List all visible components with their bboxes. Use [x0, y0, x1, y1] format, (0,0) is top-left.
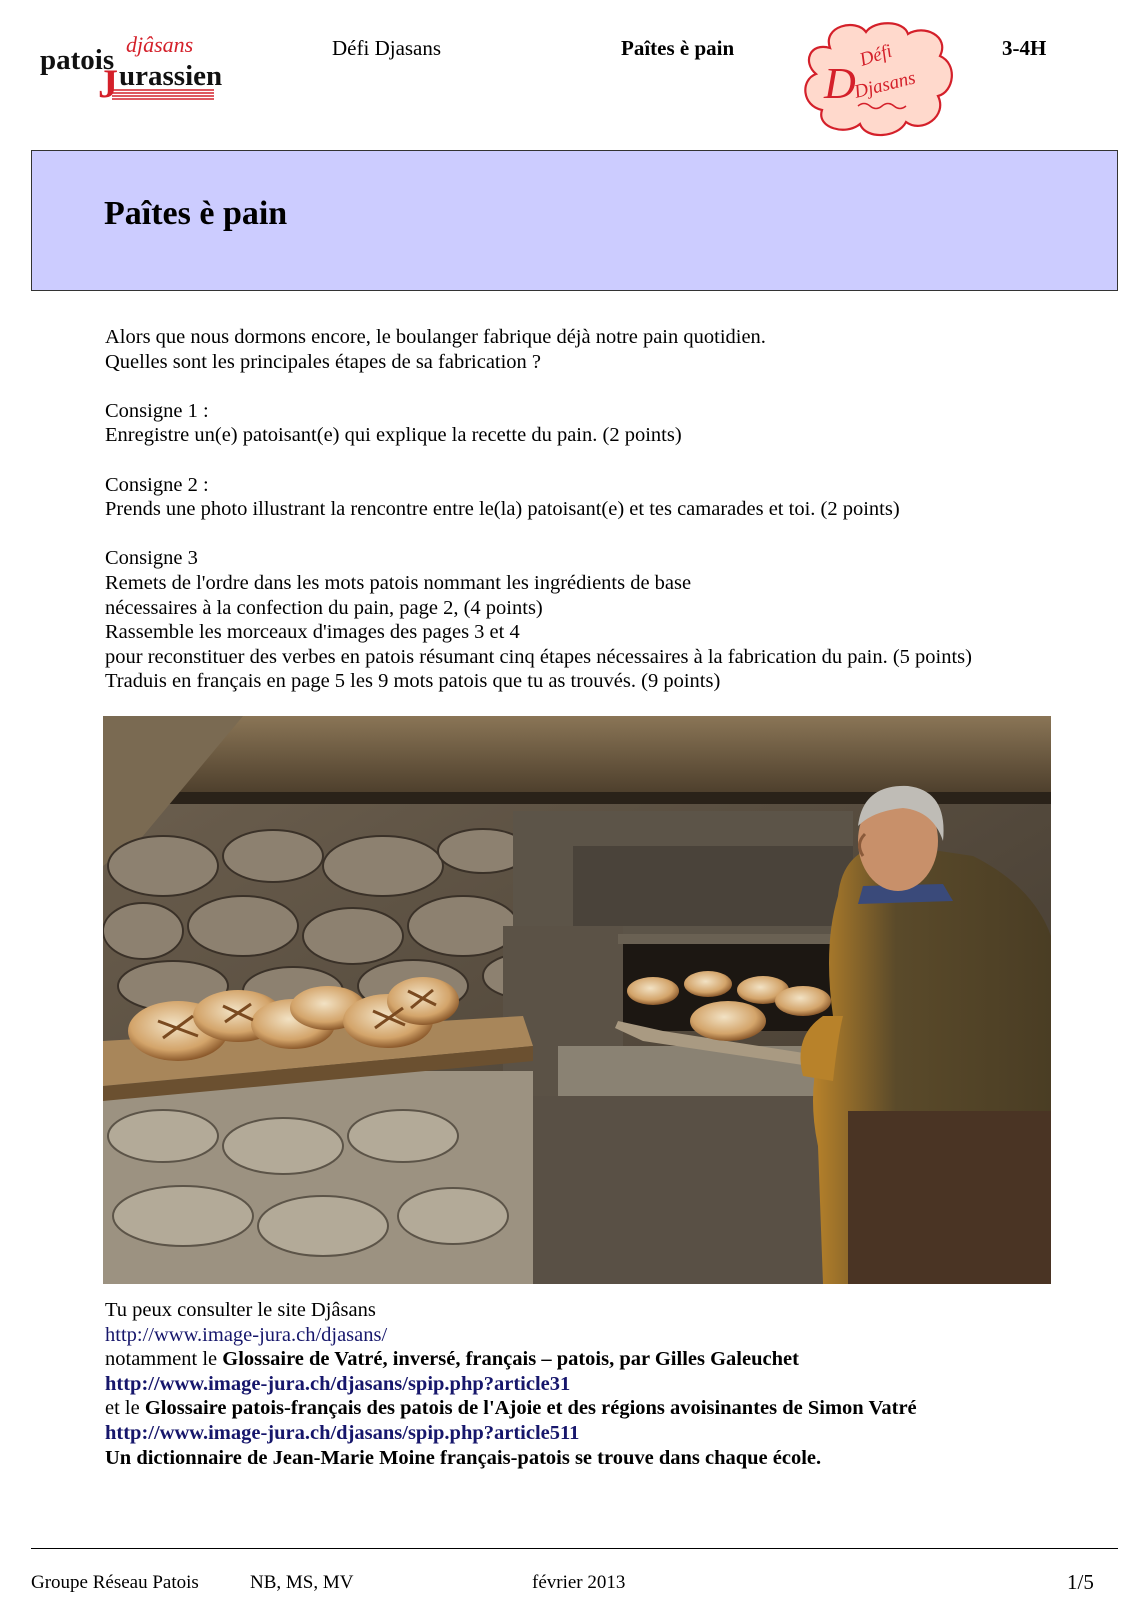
baker-oven-photo — [103, 716, 1051, 1284]
consigne-1-text: Enregistre un(e) patoisant(e) qui explique la recette du pain. (2 points) — [105, 424, 682, 447]
consigne-1-heading: Consigne 1 : — [105, 399, 209, 422]
intro-line-2: Quelles sont les principales étapes de sa fabrication ? — [105, 350, 542, 373]
references — [105, 1298, 1115, 1470]
badge-d-letter: D — [824, 59, 856, 108]
logo-jurassien-text: urassien — [119, 60, 223, 92]
badge-djasans-text: Djasans — [852, 67, 918, 103]
defi-djasans-badge — [800, 18, 956, 138]
djasans-site-link[interactable]: http://www.image-jura.ch/djasans/ — [105, 1323, 388, 1346]
footer-page-number: 1/5 — [1067, 1570, 1094, 1594]
patois-jurassien-logo — [38, 22, 238, 104]
consigne-3-heading: Consigne 3 — [105, 547, 198, 570]
consigne-3-line: pour reconstituer des verbes en patois résumant cinq étapes nécessaires à la fabrication du pain. (5 points) — [105, 645, 972, 668]
refs-glossaire-2: et le Glossaire patois-français des patois de l'Ajoie et des régions avoisinantes de Simon Vatré — [105, 1397, 917, 1420]
logo-j-letter: J — [98, 61, 118, 104]
consigne-2-heading: Consigne 2 : — [105, 473, 209, 496]
consigne-3-line: nécessaires à la confection du pain, page 2, (4 points) — [105, 596, 543, 619]
footer-rule — [31, 1548, 1118, 1549]
header-title: Paîtes è pain — [621, 36, 735, 60]
consigne-3-line: Traduis en français en page 5 les 9 mots patois que tu as trouvés. (9 points) — [105, 670, 721, 693]
consigne-3-line: Rassemble les morceaux d'images des pages 3 et 4 — [105, 621, 520, 644]
logo-djasans-text: djâsans — [126, 32, 194, 57]
intro-line-1: Alors que nous dormons encore, le boulanger fabrique déjà notre pain quotidien. — [105, 326, 766, 348]
footer-authors: NB, MS, MV — [250, 1572, 354, 1593]
refs-glossaire-1: notamment le Glossaire de Vatré, inversé, français – patois, par Gilles Galeuchet — [105, 1348, 799, 1371]
refs-intro: Tu peux consulter le site Djâsans — [105, 1299, 376, 1321]
title-box — [31, 150, 1118, 291]
article511-link[interactable]: http://www.image-jura.ch/djasans/spip.php?article511 — [105, 1421, 580, 1444]
footer-date: février 2013 — [532, 1572, 626, 1593]
consigne-3-line: Remets de l'ordre dans les mots patois nommant les ingrédients de base — [105, 571, 692, 594]
consigne-2-text: Prends une photo illustrant la rencontre entre le(la) patoisant(e) et tes camarades et toi. (2 points) — [105, 498, 900, 521]
header-level: 3-4H — [1002, 36, 1047, 60]
header-defi-label: Défi Djasans — [332, 36, 442, 60]
refs-dictionnaire: Un dictionnaire de Jean-Marie Moine français-patois se trouve dans chaque école. — [105, 1446, 822, 1469]
logo-patois-text: patois — [40, 44, 115, 76]
page-title: Paîtes è pain — [104, 195, 288, 232]
instructions — [105, 325, 1115, 694]
badge-defi-text: Défi — [857, 40, 895, 71]
article31-link[interactable]: http://www.image-jura.ch/djasans/spip.php?article31 — [105, 1372, 571, 1395]
footer-group: Groupe Réseau Patois — [31, 1572, 199, 1593]
